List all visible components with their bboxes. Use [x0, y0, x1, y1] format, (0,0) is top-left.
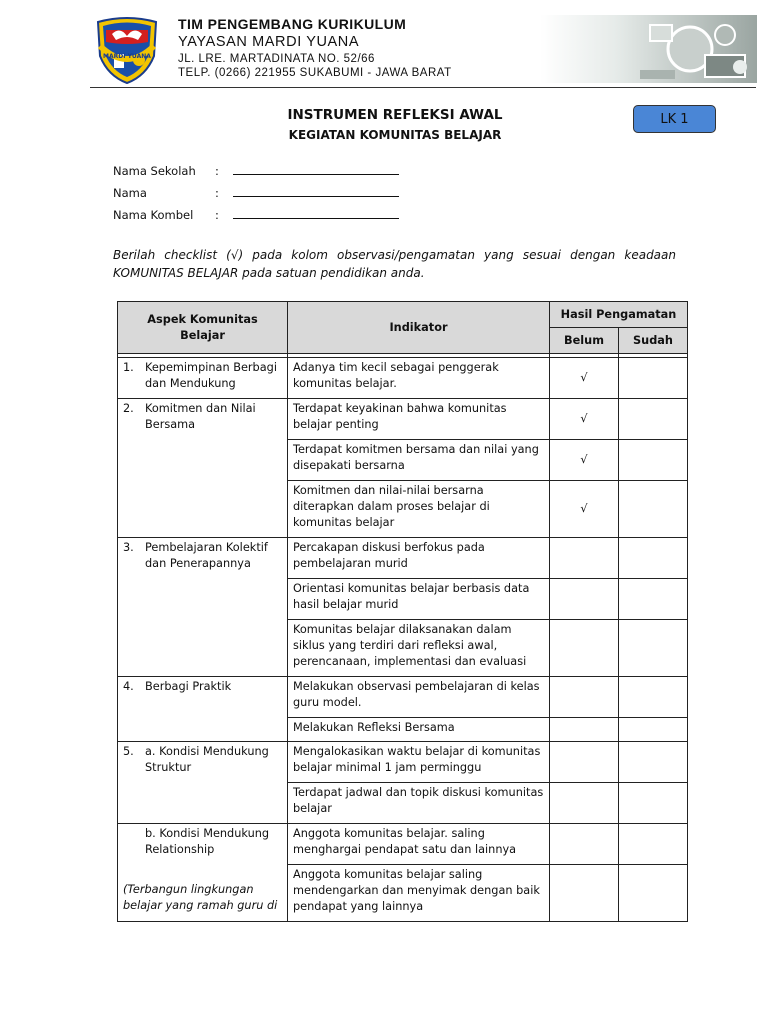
field-label: Nama	[113, 186, 147, 200]
aspect-note: (Terbangun lingkungan belajar yang ramah guru di	[123, 883, 278, 912]
table-row	[118, 538, 688, 579]
letterhead-phone: TELP. (0266) 221955 SUKABUMI - JAWA BARAT	[178, 67, 452, 79]
aspect-cell: 2. Komitmen dan Nilai Bersama	[118, 399, 288, 538]
header-indikator: Indikator	[288, 302, 550, 354]
indicator-cell: Orientasi komunitas belajar berbasis data hasil belajar murid	[288, 579, 550, 620]
belum-checkbox[interactable]	[550, 865, 619, 922]
table-row	[118, 677, 688, 718]
belum-checkbox[interactable]: √	[550, 481, 619, 538]
field-name: Nama :	[113, 186, 399, 200]
table-row	[118, 742, 688, 783]
indicator-cell: Melakukan Refleksi Bersama	[288, 718, 550, 742]
letterhead-address: JL. LRE. MARTADINATA NO. 52/66	[178, 53, 375, 65]
aspect-cell: 5. a. Kondisi Mendukung Struktur	[118, 742, 288, 824]
document-title: INSTRUMEN REFLEKSI AWAL	[287, 107, 503, 123]
indicator-cell: Anggota komunitas belajar saling mendengarkan dan menyimak dengan baik pendapat yang lainnya	[288, 865, 550, 922]
sudah-checkbox[interactable]	[619, 358, 688, 399]
document-subtitle: KEGIATAN KOMUNITAS BELAJAR	[288, 128, 502, 142]
name-blank[interactable]	[233, 186, 399, 197]
table-row	[118, 358, 688, 399]
header-sudah: Sudah	[619, 328, 688, 354]
table-row	[118, 399, 688, 440]
sudah-checkbox[interactable]	[619, 742, 688, 783]
letterhead	[178, 16, 452, 80]
indicator-cell: Adanya tim kecil sebagai penggerak komunitas belajar.	[288, 358, 550, 399]
sudah-checkbox[interactable]	[619, 579, 688, 620]
sudah-checkbox[interactable]	[619, 481, 688, 538]
belum-checkbox[interactable]	[550, 677, 619, 718]
worksheet-badge: LK 1	[633, 105, 716, 133]
aspect-cell: 3. Pembelajaran Kolektif dan Penerapannya	[118, 538, 288, 677]
belum-checkbox[interactable]	[550, 718, 619, 742]
indicator-cell: Komunitas belajar dilaksanakan dalam siklus yang terdiri dari refleksi awal, perencanaan, implementasi dan evaluasi	[288, 620, 550, 677]
observation-table	[117, 301, 688, 922]
foundation-logo	[94, 16, 160, 84]
sudah-checkbox[interactable]	[619, 718, 688, 742]
header-decoration-graphic	[540, 15, 757, 83]
logo-lettering: MARDI YUANA	[103, 53, 151, 60]
school-name-blank[interactable]	[233, 164, 399, 175]
sudah-checkbox[interactable]	[619, 440, 688, 481]
indicator-cell: Mengalokasikan waktu belajar di komunitas belajar minimal 1 jam perminggu	[288, 742, 550, 783]
header-aspek: Aspek Komunitas Belajar	[118, 302, 288, 354]
kombel-blank[interactable]	[233, 208, 399, 219]
letterhead-title: TIM PENGEMBANG KURIKULUM	[178, 16, 407, 32]
belum-checkbox[interactable]	[550, 538, 619, 579]
header-divider	[90, 87, 756, 88]
field-label: Nama Kombel	[113, 208, 194, 222]
belum-checkbox[interactable]: √	[550, 399, 619, 440]
aspect-cell: 1. Kepemimpinan Berbagi dan Mendukung	[118, 358, 288, 399]
aspect-cell: 4. Berbagi Praktik	[118, 677, 288, 742]
sudah-checkbox[interactable]	[619, 538, 688, 579]
sudah-checkbox[interactable]	[619, 620, 688, 677]
field-label: Nama Sekolah	[113, 164, 196, 178]
indicator-cell: Terdapat keyakinan bahwa komunitas belajar penting	[288, 399, 550, 440]
belum-checkbox[interactable]	[550, 579, 619, 620]
indicator-cell: Komitmen dan nilai-nilai bersarna diterapkan dalam proses belajar di komunitas belajar	[288, 481, 550, 538]
sudah-checkbox[interactable]	[619, 677, 688, 718]
header-hasil: Hasil Pengamatan	[550, 302, 688, 328]
belum-checkbox[interactable]	[550, 620, 619, 677]
sudah-checkbox[interactable]	[619, 865, 688, 922]
sudah-checkbox[interactable]	[619, 783, 688, 824]
field-kombel: Nama Kombel :	[113, 208, 399, 222]
belum-checkbox[interactable]	[550, 742, 619, 783]
instruction-text: Berilah checklist (√) pada kolom observasi/pengamatan yang sesuai dengan keadaan KOMUNITAS BELAJAR pada satuan pendidikan anda.	[113, 248, 676, 280]
sudah-checkbox[interactable]	[619, 399, 688, 440]
indicator-cell: Anggota komunitas belajar. saling menghargai pendapat satu dan lainnya	[288, 824, 550, 865]
table-row	[118, 824, 688, 865]
belum-checkbox[interactable]: √	[550, 440, 619, 481]
indicator-cell: Terdapat komitmen bersama dan nilai yang disepakati bersarna	[288, 440, 550, 481]
belum-checkbox[interactable]	[550, 783, 619, 824]
sudah-checkbox[interactable]	[619, 824, 688, 865]
letterhead-org: YAYASAN MARDI YUANA	[178, 34, 360, 50]
field-school-name: Nama Sekolah :	[113, 164, 399, 178]
header-belum: Belum	[550, 328, 619, 354]
indicator-cell: Melakukan observasi pembelajaran di kelas guru model.	[288, 677, 550, 718]
aspect-cell: b. Kondisi Mendukung Relationship (Terbangun lingkungan belajar yang ramah guru di	[118, 824, 288, 922]
indicator-cell: Terdapat jadwal dan topik diskusi komunitas belajar	[288, 783, 550, 824]
belum-checkbox[interactable]	[550, 824, 619, 865]
belum-checkbox[interactable]: √	[550, 358, 619, 399]
indicator-cell: Percakapan diskusi berfokus pada pembelajaran murid	[288, 538, 550, 579]
